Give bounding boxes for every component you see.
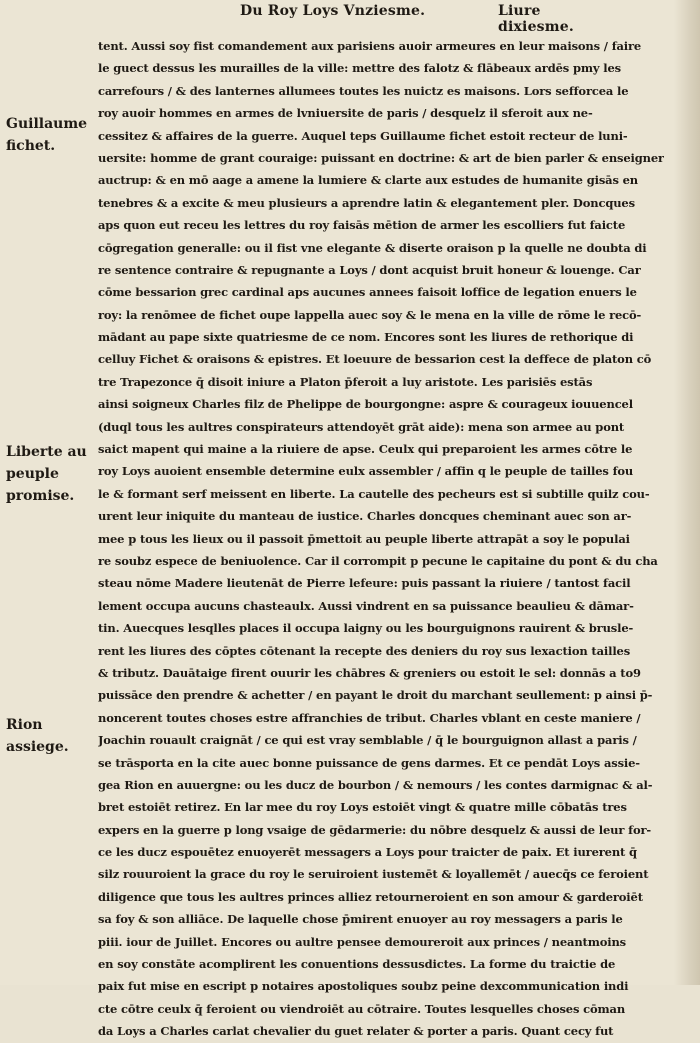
text-line: lement occupa aucuns chasteaulx. Aussi vindrent en sa puissance beaulieu & dāmar- xyxy=(98,598,634,613)
margin-note-guillaume-fichet: Guillaume fichet. xyxy=(6,116,88,154)
margin-note-rion: Rion assiege. xyxy=(6,717,69,755)
text-line: da Loys a Charles carlat chevalier du guet relater & porter a paris. Quant cecy fut xyxy=(98,1024,614,1039)
text-line: mādant au pape sixte quatriesme de ce nom. Encores sont les liures de rethorique di xyxy=(98,330,634,345)
text-line: noncerent toutes choses estre affranchies de tribut. Charles vblant en ceste maniere / xyxy=(98,710,641,725)
margin-note-liberte: Liberte au peuple promise. xyxy=(6,444,87,504)
text-line: ainsi soigneux Charles filz de Phelippe de bourgongne: aspre & courageux iouuencel xyxy=(98,397,633,412)
text-line: le & formant serf meissent en liberte. La cautelle des pecheurs est si subtille quilz cou- xyxy=(98,486,650,501)
text-line: steau nōme Madere lieutenāt de Pierre lefeure: puis passant la riuiere / tantost facil xyxy=(98,576,631,591)
text-line: gea Rion en auuergne: ou les ducz de bourbon / & nemours / les contes darmignac & al- xyxy=(98,777,653,792)
text-line: saict mapent qui maine a la riuiere de apse. Ceulx qui preparoient les armes cōtre le xyxy=(98,442,633,457)
text-line: aps quon eut receu les lettres du roy faisās mētion de armer les escolliers fut faicte xyxy=(98,218,626,233)
text-line: tent. Aussi soy fist comandement aux parisiens auoir armeures en leur maisons / faire xyxy=(98,39,642,53)
text-line: roy Loys auoient ensemble determine eulx assembler / affin q le peuple de tailles fou xyxy=(98,464,634,479)
text-line: sa foy & son alliāce. De laquelle chose p̄mirent enuoyer au roy messagers a paris le xyxy=(98,912,623,927)
running-title: Du Roy Loys Vnziesme. xyxy=(240,3,426,19)
running-header xyxy=(240,3,620,35)
text-line: mee p tous les lieux ou il passoit p̄mettoit au peuple liberte attrapāt a soy le populai xyxy=(98,531,630,546)
text-line: cōme bessarion grec cardinal aps aucunes annees faisoit loffice de legation enuers le xyxy=(98,285,637,300)
text-line: tre Trapezonce q̄ disoit iniure a Platon p̄feroit a luy aristote. Les parisiēs estās xyxy=(98,374,593,389)
text-line: auctrup: & en mō aage a amene la lumiere & clarte aux estudes de humanite gisās en xyxy=(98,173,638,188)
text-line: re sentence contraire & repugnante a Loys / dont acquist bruit honeur & louenge. Car xyxy=(98,262,641,277)
text-line: (duql tous les aultres conspirateurs attendoyēt grāt aide): mena son armee au pont xyxy=(98,419,625,434)
text-line: bret estoiēt retirez. En lar mee du roy Loys estoiēt vingt & quatre mille cōbatās tres xyxy=(98,800,627,815)
text-line: re soubz espece de beniuolence. Car il corrompit p pecune le capitaine du pont & du cha xyxy=(98,553,658,568)
text-line: urent leur iniquite du manteau de iustice. Charles doncques cheminant auec son ar- xyxy=(98,509,632,524)
text-line: paix fut mise en escript p notaires apostoliques soubz peine dexcommunication indi xyxy=(98,979,629,994)
text-line: ce les ducz espouētez enuoyerēt messagers a Loys pour traicter de paix. Et iurerent q̄ xyxy=(98,845,637,860)
body-text xyxy=(98,35,664,1043)
text-line: diligence que tous les aultres princes alliez retourneroient en son amour & garderoiēt xyxy=(98,889,643,904)
text-line: piii. iour de Juillet. Encores ou aultre pensee demoureroit aux princes / neantmoins xyxy=(98,934,627,949)
text-line: Joachin rouault craignāt / ce qui est vray semblable / q̄ le bourguignon allast a paris / xyxy=(98,733,637,748)
text-line: cte cōtre ceulx q̄ feroient ou viendroiēt au cōtraire. Toutes lesquelles choses cōman xyxy=(98,1001,626,1016)
text-line: uersite: homme de grant couraige: puissant en doctrine: & art de bien parler & enseigner xyxy=(98,150,664,165)
text-line: le guect dessus les murailles de la ville: mettre des falotz & flābeaux ardēs pmy les xyxy=(98,61,621,76)
text-line: & tributz. Dauātaige firent ouurir les chābres & greniers ou estoit le sel: donnās a to9 xyxy=(98,665,641,680)
book-title: Liure dixiesme. xyxy=(498,3,574,35)
text-line: se trāsporta en la cite auec bonne puissance de gens darmes. Et ce pendāt Loys assie- xyxy=(98,755,640,770)
text-line: en soy constāte acomplirent les conuentions dessusdictes. La forme du traictie de xyxy=(98,957,616,972)
text-line: carrefours / & des lanternes allumees toutes les nuictz es maisons. Lors sefforcea le xyxy=(98,83,629,98)
text-line: tin. Auecques lesqlles places il occupa laigny ou les bourguignons rauirent & brusle- xyxy=(98,621,634,636)
text-line: cessitez & affaires de la guerre. Auquel teps Guillaume fichet estoit recteur de luni- xyxy=(98,128,628,143)
text-line: cōgregation generalle: ou il fist vne elegante & diserte oraison p la quelle ne doubta di xyxy=(98,240,647,255)
text-line: tenebres & a excite & meu plusieurs a aprendre latin & elegantement pler. Doncques xyxy=(98,195,635,210)
text-line: puissāce den prendre & achetter / en payant le droit du marchant seullement: p ainsi p̄- xyxy=(98,688,653,703)
text-line: silz rouuroient la grace du roy le seruiroient iustemēt & loyallemēt / auecq̄s ce feroient xyxy=(98,867,649,882)
text-line: rent les liures des cōptes cōtenant la recepte des deniers du roy sus lexaction tailles xyxy=(98,643,631,658)
text-line: expers en la guerre p long vsaige de gēdarmerie: du nōbre desquelz & aussi de leur for- xyxy=(98,822,652,837)
page-gutter-shadow xyxy=(674,0,700,985)
text-line: roy auoir hommes en armes de lvniuersite de paris / desquelz il sferoit aux ne- xyxy=(98,106,593,121)
text-line: roy: la renōmee de fichet oupe lappella auec soy & le mena en la ville de rōme le recō- xyxy=(98,307,642,322)
text-line: celluy Fichet & oraisons & epistres. Et loeuure de bessarion cest la deffece de platon cō xyxy=(98,352,652,367)
